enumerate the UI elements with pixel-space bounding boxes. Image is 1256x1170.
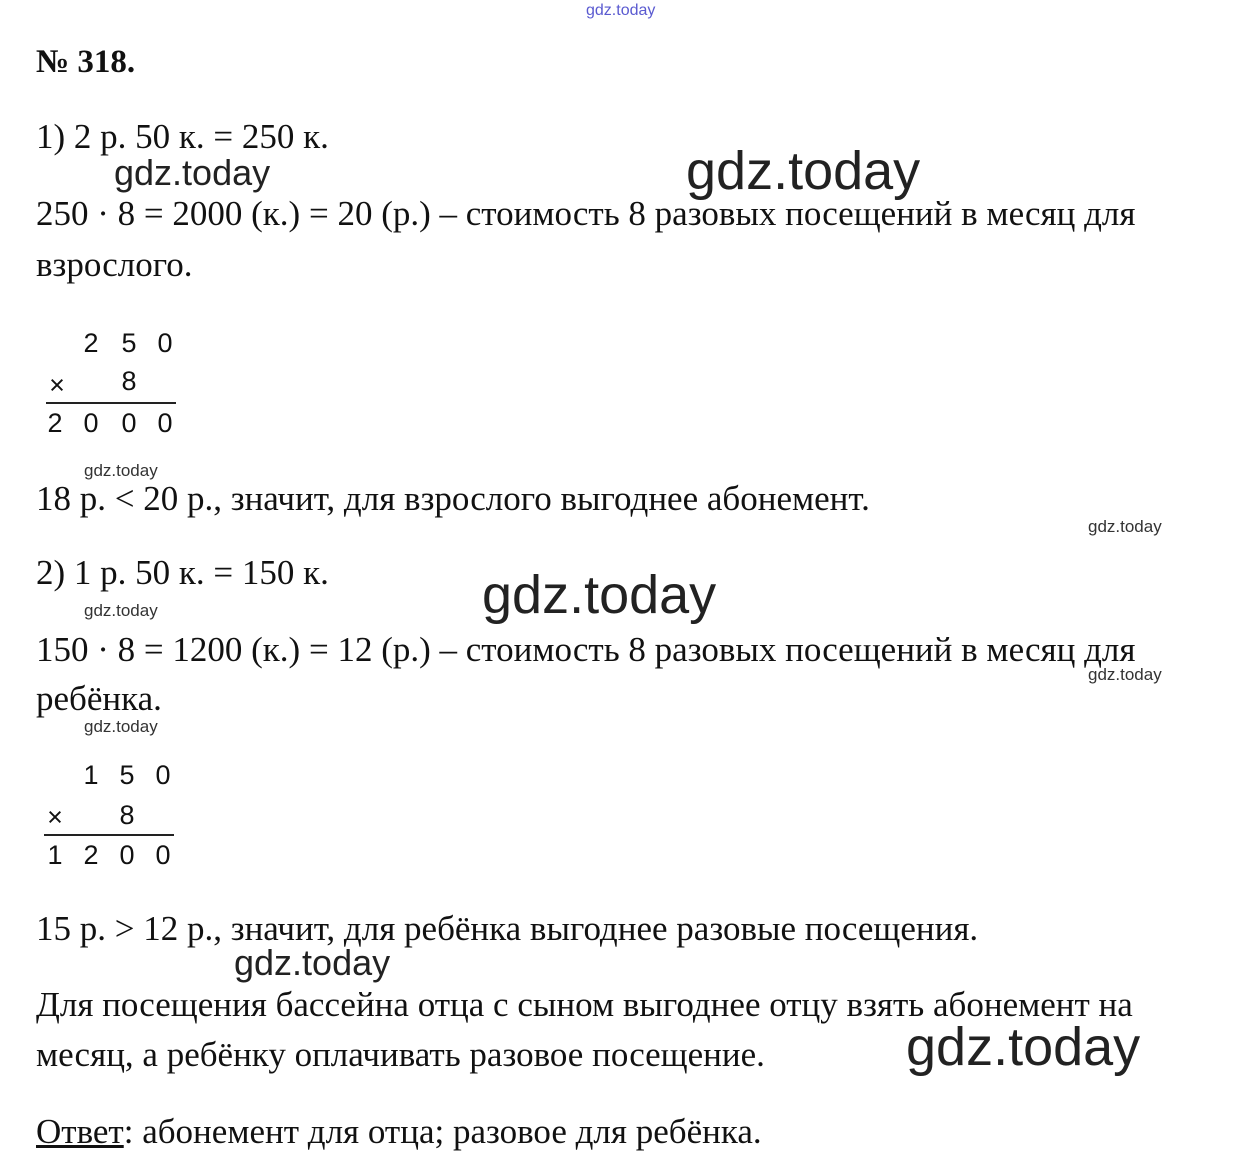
- digit: 1: [47, 840, 63, 870]
- part2-calc-line1: 150 · 8 = 1200 (к.) = 12 (р.) – стоимость 8 разовых посещений в месяц для: [36, 630, 1136, 669]
- watermark: gdz.today: [84, 601, 158, 620]
- part1-calc-line1: 250 · 8 = 2000 (к.) = 20 (р.) – стоимость 8 разовых посещений в месяц для: [36, 194, 1136, 233]
- watermark-top: gdz.today: [586, 2, 656, 19]
- multiply-sign: ×: [49, 370, 65, 400]
- watermark: gdz.today: [114, 152, 271, 193]
- digit: 5: [121, 328, 137, 358]
- watermark: gdz.today: [234, 942, 391, 983]
- digit: 0: [121, 408, 137, 438]
- part1-comparison: 18 р. < 20 р., значит, для взрослого выгоднее абонемент.: [36, 479, 870, 518]
- conclusion-line2: месяц, а ребёнку оплачивать разовое посещение.: [36, 1035, 765, 1074]
- watermark: gdz.today: [84, 717, 158, 736]
- watermark: gdz.today: [906, 1017, 1141, 1077]
- part2-calc-line2: ребёнка.: [36, 679, 162, 718]
- digit: 0: [155, 840, 171, 870]
- digit: 2: [47, 408, 63, 438]
- watermark: gdz.today: [84, 461, 158, 480]
- digit: 0: [157, 408, 173, 438]
- watermark: gdz.today: [1088, 517, 1162, 536]
- conclusion-line1: Для посещения бассейна отца с сыном выгоднее отцу взять абонемент на: [36, 985, 1133, 1024]
- digit: 8: [121, 366, 137, 396]
- answer-text: : абонемент для отца; разовое для ребёнка.: [123, 1112, 762, 1151]
- digit: 5: [119, 760, 135, 790]
- part1-conversion: 1) 2 р. 50 к. = 250 к.: [36, 117, 329, 156]
- multiplication-rule: [44, 834, 174, 836]
- part2-comparison: 15 р. > 12 р., значит, для ребёнка выгоднее разовые посещения.: [36, 909, 979, 948]
- digit: 8: [119, 800, 135, 830]
- part2-conversion: 2) 1 р. 50 к. = 150 к.: [36, 553, 329, 592]
- answer-label: Ответ: [36, 1112, 124, 1151]
- digit: 0: [157, 328, 173, 358]
- digit: 1: [83, 760, 99, 790]
- digit: 0: [83, 408, 99, 438]
- watermark: gdz.today: [482, 565, 717, 625]
- multiply-sign: ×: [47, 802, 63, 832]
- part1-calc-line2: взрослого.: [36, 245, 193, 284]
- answer: [36, 1112, 762, 1152]
- digit: 2: [83, 328, 99, 358]
- digit: 0: [155, 760, 171, 790]
- multiplication-rule: [46, 402, 176, 404]
- digit: 0: [119, 840, 135, 870]
- watermark: gdz.today: [1088, 665, 1162, 684]
- digit: 2: [83, 840, 99, 870]
- problem-number: № 318.: [36, 44, 136, 80]
- watermark: gdz.today: [686, 141, 921, 201]
